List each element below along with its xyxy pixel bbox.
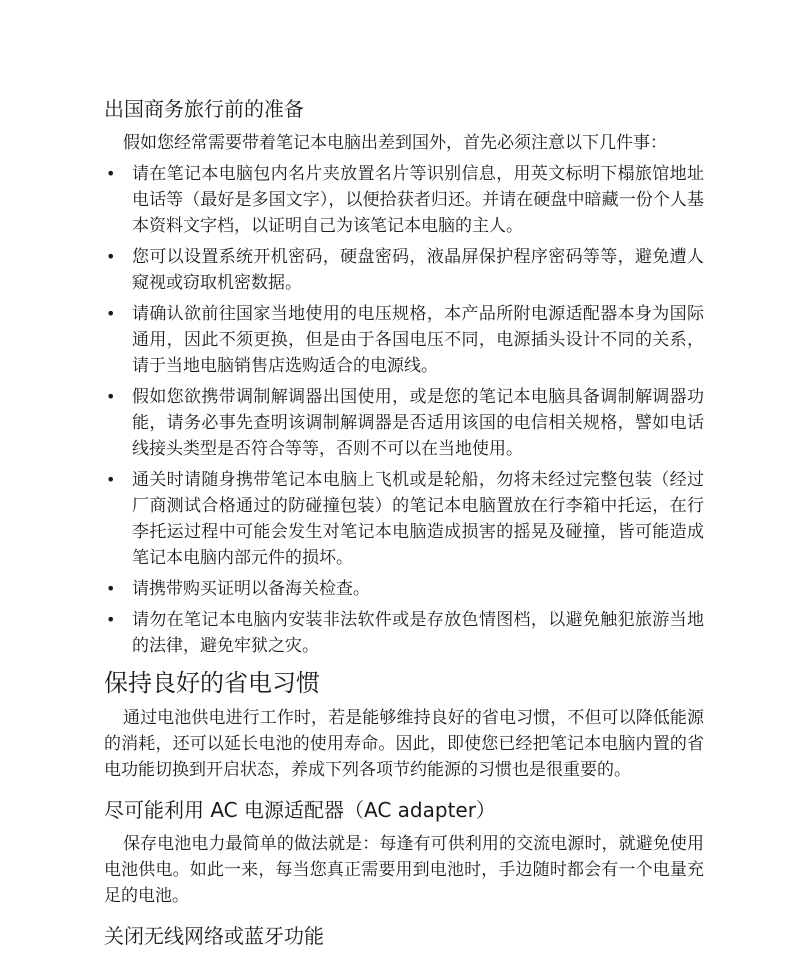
section-heading-travel-prep: 出国商务旅行前的准备 xyxy=(104,97,304,121)
bullet-icon: • xyxy=(106,387,116,406)
section-heading-ac-adapter: 尽可能利用 AC 电源适配器（AC adapter） xyxy=(104,798,496,822)
bullet-icon: • xyxy=(106,164,116,183)
list-item xyxy=(104,607,704,659)
power-saving-paragraph: 通过电池供电进行工作时，若是能够维持良好的省电习惯，不但可以降低能源的消耗，还可以延长电池的使用寿命。因此，即使您已经把笔记本电脑内置的省电功能切换到开启状态，养成下列各项节约能源的习惯也是很重要的。 xyxy=(104,708,704,780)
list-item xyxy=(104,384,704,462)
list-item-text: 假如您欲携带调制解调器出国使用，或是您的笔记本电脑具备调制解调器功能，请务必事先查明该调制解调器是否适用该国的电信相关规格，譬如电话线接头类型是否符合等等，否则不可以在当地使用。 xyxy=(132,387,704,459)
list-item xyxy=(104,301,704,379)
bullet-icon: • xyxy=(106,610,116,629)
bullet-icon: • xyxy=(106,247,116,266)
travel-intro-paragraph: 假如您经常需要带着笔记本电脑出差到国外，首先必须注意以下几件事： xyxy=(123,133,667,153)
list-item xyxy=(104,244,704,296)
list-item-text: 请在笔记本电脑包内名片夹放置名片等识别信息，用英文标明下榻旅馆地址电话等（最好是多国文字），以便拾获者归还。并请在硬盘中暗藏一份个人基本资料文字档，以证明自己为该笔记本电脑的主人。 xyxy=(132,164,704,236)
list-item xyxy=(104,576,704,602)
section-heading-wireless-off: 关闭无线网络或蓝牙功能 xyxy=(104,924,324,948)
travel-checklist xyxy=(104,161,704,659)
ac-adapter-paragraph: 保存电池电力最简单的做法就是：每逢有可供利用的交流电源时，就避免使用电池供电。如此一来，每当您真正需要用到电池时，手边随时都会有一个电量充足的电池。 xyxy=(104,834,704,906)
list-item xyxy=(104,467,704,571)
list-item-text: 您可以设置系统开机密码，硬盘密码，液晶屏保护程序密码等等，避免遭人窥视或窃取机密数据。 xyxy=(132,247,704,293)
list-item-text: 请确认欲前往国家当地使用的电压规格，本产品所附电源适配器本身为国际通用，因此不须更换，但是由于各国电压不同，电源插头设计不同的关系，请于当地电脑销售店选购适合的电源线。 xyxy=(132,304,704,376)
list-item-text: 请勿在笔记本电脑内安装非法软件或是存放色情图档，以避免触犯旅游当地的法律，避免牢狱之灾。 xyxy=(132,610,704,656)
bullet-icon: • xyxy=(106,304,116,323)
bullet-icon: • xyxy=(106,579,116,598)
bullet-icon: • xyxy=(106,470,116,489)
document-page xyxy=(104,92,704,953)
list-item-text: 请携带购买证明以备海关检查。 xyxy=(132,579,370,599)
list-item-text: 通关时请随身携带笔记本电脑上飞机或是轮船，勿将未经过完整包装（经过厂商测试合格通过的防碰撞包装）的笔记本电脑置放在行李箱中托运，在行李托运过程中可能会发生对笔记本电脑造成损害的摇晃及碰撞，皆可能造成笔记本电脑内部元件的损坏。 xyxy=(132,470,704,568)
section-heading-power-saving: 保持良好的省电习惯 xyxy=(104,669,320,697)
list-item xyxy=(104,161,704,239)
